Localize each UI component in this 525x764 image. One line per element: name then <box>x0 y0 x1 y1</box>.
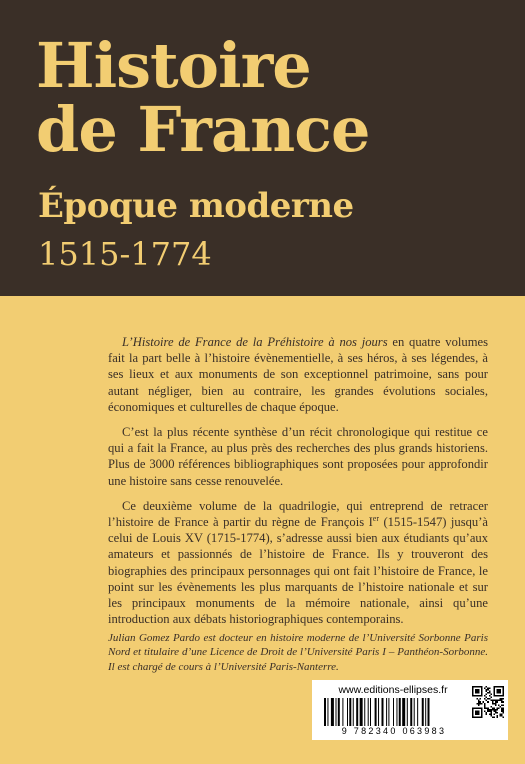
series-title: L’Histoire de France de la Préhistoire à nos jours <box>122 335 388 349</box>
book-title <box>36 29 370 166</box>
book-subtitle: Époque moderne <box>38 186 354 226</box>
author-bio: Julian Gomez Pardo est docteur en histoire moderne de l’Université Sorbonne Paris Nord et titulaire d’une Licence de Droit de l’Université Paris I – Panthéon-Sorbonne. Il est chargé de cours à l’Université Paris-Nanterre. <box>108 632 488 673</box>
blurb-paragraph-3: Ce deuxième volume de la quadrilogie, qui entreprend de retracer l’histoire de France à partir du règne de François Ier (1515-1547) jusqu’à celui de Louis XV (1715-1774), s’adresse aussi bien aux étudiants qu’aux amateurs et passionnés de l’histoire de France. Ils y trouveront des biographies des principaux personnages qui ont fait l’histoire de France, le point sur les évènements les plus marquants de l’histoire nationale et sur les principaux monuments de la mémoire nationale, ainsi qu’une introduction aux débats historiographiques contemporains. <box>108 498 488 627</box>
title-band <box>0 0 525 296</box>
period-dates: 1515-1774 <box>38 235 212 273</box>
blurb-paragraph-1: L’Histoire de France de la Préhistoire à nos jours en quatre volumes fait la part belle à l’histoire évènementielle, à ses héros, à ses légendes, à ses lieux et aux monuments de son exceptionnel patrimoine, sans pour autant négliger, bien au contraire, les grandes évolutions sociales, économiques et culturelles de chaque époque. <box>108 335 488 414</box>
title-line-1: Histoire <box>36 29 311 102</box>
publisher-footer <box>312 680 508 740</box>
qr-code-icon[interactable] <box>472 686 504 718</box>
publisher-website[interactable]: www.editions-ellipses.fr <box>338 684 448 696</box>
isbn-barcode <box>324 698 464 726</box>
title-line-2: de France <box>36 93 370 166</box>
isbn-number: 9 782340 063983 <box>341 726 447 736</box>
blurb-paragraph-2: C’est la plus récente synthèse d’un récit chronologique qui restitue ce qui a fait la France, au plus près des recherches des plus grands historiens. Plus de 3000 références bibliographiques sont proposées pour approfondir une histoire sans cesse renouvelée. <box>108 425 488 488</box>
back-cover-blurb <box>108 334 488 636</box>
